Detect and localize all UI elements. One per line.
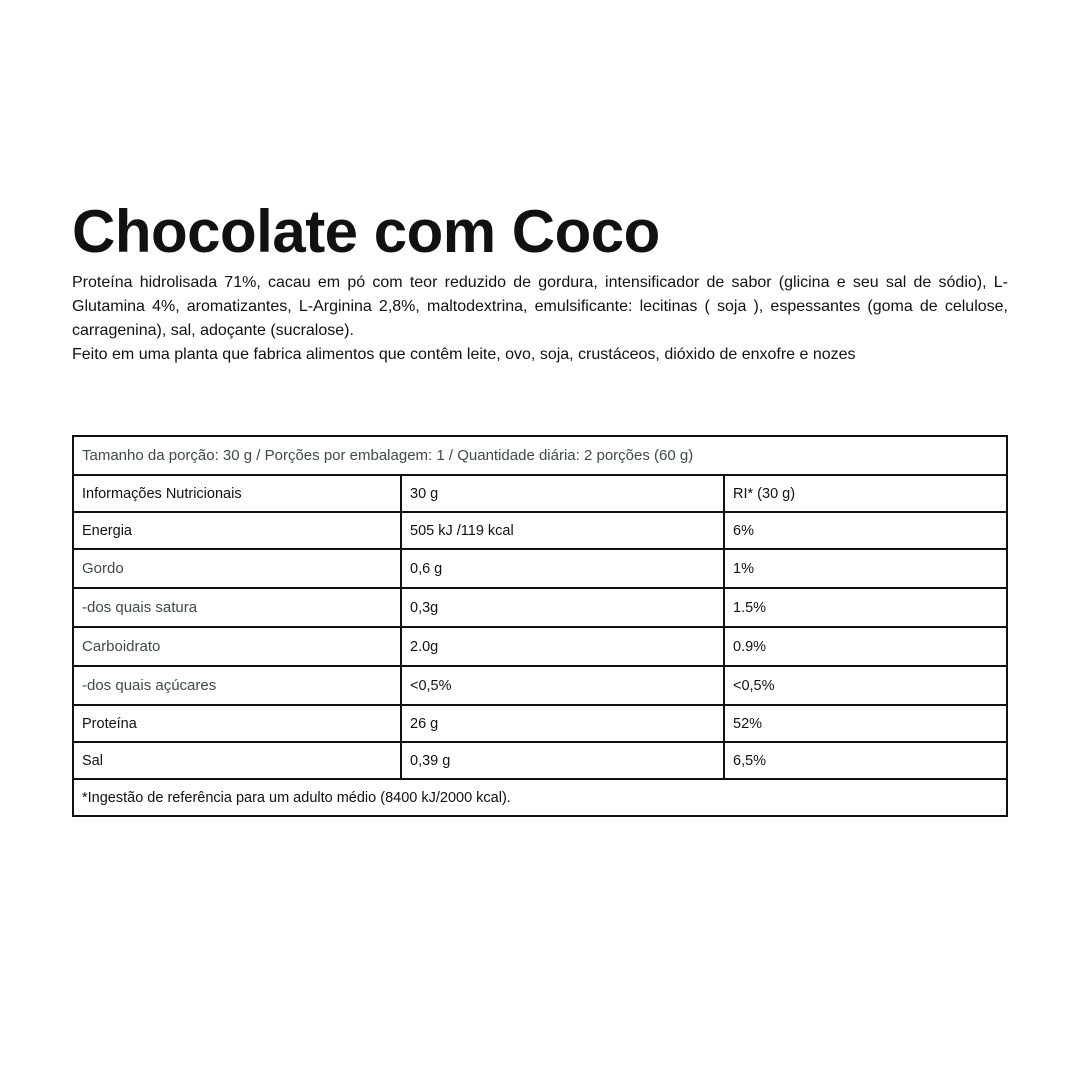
nutrient-label: Gordo	[73, 549, 401, 588]
table-row	[73, 705, 1007, 742]
table-row	[73, 588, 1007, 627]
nutrient-ri: 0.9%	[724, 627, 1007, 666]
nutrient-label: Proteína	[73, 705, 401, 742]
nutrient-amount: <0,5%	[401, 666, 724, 705]
header-amount: 30 g	[401, 475, 724, 512]
nutrient-amount: 2.0g	[401, 627, 724, 666]
ingredients-block	[72, 271, 1008, 367]
footnote-row	[73, 779, 1007, 816]
ingredients-text: Proteína hidrolisada 71%, cacau em pó com teor reduzido de gordura, intensificador de sabor (glicina e seu sal de sódio), L-Glutamina 4%, aromatizantes, L-Arginina 2,8%, maltodextrina, emulsificante: lecitinas ( soja ), espessantes (goma de celulose, carragenina), sal, adoçante (sucralose).	[72, 274, 1008, 339]
nutrient-label: -dos quais satura	[73, 588, 401, 627]
nutrient-label: Sal	[73, 742, 401, 779]
table-row	[73, 549, 1007, 588]
product-title: Chocolate com Coco	[72, 198, 660, 265]
nutrient-ri: 52%	[724, 705, 1007, 742]
nutrient-ri: 1%	[724, 549, 1007, 588]
serving-info-row	[73, 436, 1007, 475]
nutrient-label: Energia	[73, 512, 401, 549]
header-ri: RI* (30 g)	[724, 475, 1007, 512]
nutrient-ri: <0,5%	[724, 666, 1007, 705]
nutrient-ri: 6%	[724, 512, 1007, 549]
nutrient-amount: 505 kJ /119 kcal	[401, 512, 724, 549]
nutrient-label: -dos quais açúcares	[73, 666, 401, 705]
table-header-row	[73, 475, 1007, 512]
nutrient-ri: 1.5%	[724, 588, 1007, 627]
table-row	[73, 627, 1007, 666]
serving-info: Tamanho da porção: 30 g / Porções por embalagem: 1 / Quantidade diária: 2 porções (60 g)	[73, 436, 1007, 475]
reference-intake-footnote: *Ingestão de referência para um adulto médio (8400 kJ/2000 kcal).	[73, 779, 1007, 816]
table-row	[73, 742, 1007, 779]
allergen-facility-note: Feito em uma planta que fabrica alimentos que contêm leite, ovo, soja, crustáceos, dióxido de enxofre e nozes	[72, 346, 856, 363]
nutrient-ri: 6,5%	[724, 742, 1007, 779]
table-row	[73, 666, 1007, 705]
nutrient-amount: 26 g	[401, 705, 724, 742]
nutrient-amount: 0,6 g	[401, 549, 724, 588]
nutrient-label: Carboidrato	[73, 627, 401, 666]
nutrient-amount: 0,39 g	[401, 742, 724, 779]
table-row	[73, 512, 1007, 549]
header-label: Informações Nutricionais	[73, 475, 401, 512]
nutrition-table	[72, 435, 1008, 817]
nutrient-amount: 0,3g	[401, 588, 724, 627]
